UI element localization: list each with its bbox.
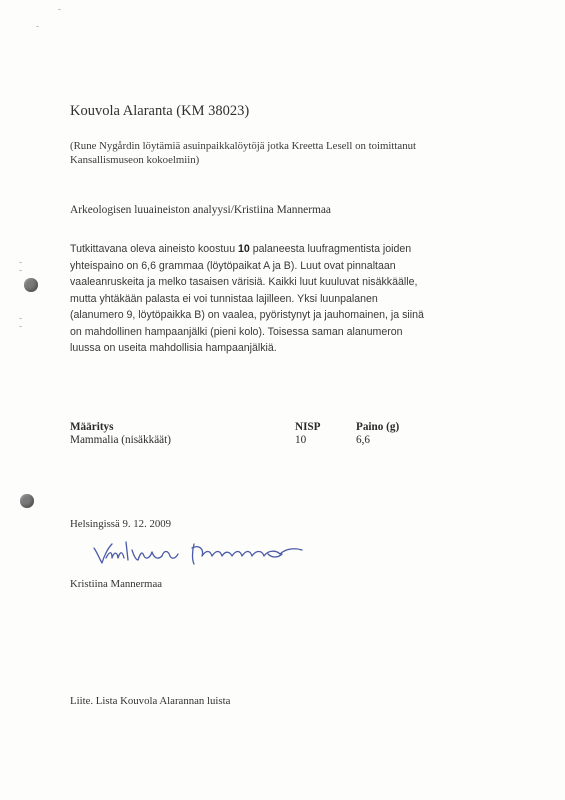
- scan-speck: [19, 270, 22, 271]
- cell-weight: 6,6: [356, 434, 370, 446]
- header-maaritys: Määritys: [70, 421, 114, 433]
- table-header-row: [70, 421, 430, 434]
- analysis-heading: Arkeologisen luuaineiston analyysi/Kristiina Mannermaa: [70, 204, 331, 216]
- scan-speck: [36, 26, 39, 27]
- body-paragraph: [70, 241, 430, 357]
- table-row: [70, 434, 430, 447]
- signature-name: Kristiina Mannermaa: [70, 578, 163, 590]
- document-subtitle: (Rune Nygårdin löytämiä asuinpaikkalöytöjä jotka Kreetta Lesell on toimittanut Kansallismuseon kokoelmiin): [70, 140, 417, 166]
- signature-scribble: [92, 536, 312, 572]
- results-table: [70, 421, 430, 447]
- scan-speck: [19, 262, 22, 263]
- header-paino: Paino (g): [356, 421, 400, 433]
- body-count: 10: [238, 243, 250, 255]
- cell-nisp: 10: [295, 434, 307, 446]
- document-title: Kouvola Alaranta (KM 38023): [70, 103, 250, 119]
- scan-speck: [58, 9, 61, 10]
- appendix-note: Liite. Lista Kouvola Alarannan luista: [70, 695, 231, 707]
- scan-speck: [19, 318, 22, 319]
- punch-hole-top: [24, 278, 38, 292]
- body-rest: palaneesta luufragmentista joiden yhteispaino on 6,6 grammaa (löytöpaikat A ja B). Luut ovat pinnaltaan vaaleanruskeita ja melko tasaisen värisiä. Kaikki luut kuuluvat nisäkkäälle, mutta yhtäkään palasta ei voi tunnistaa lajilleen. Yksi luunpalanen (alanumero 9, löytöpaikka B) on vaalea, pyöristynyt ja jauhomainen, ja siinä on mahdollinen hampaanjälki (pieni kolo). Toisessa saman alanumeron luussa on useita mahdollisia hampaanjälkiä.: [70, 243, 424, 354]
- body-intro: Tutkittavana oleva aineisto koostuu: [70, 243, 239, 255]
- header-nisp: NISP: [295, 421, 321, 433]
- date-line: Helsingissä 9. 12. 2009: [70, 518, 172, 530]
- scan-speck: [19, 326, 22, 327]
- punch-hole-bottom: [20, 494, 34, 508]
- cell-taxon: Mammalia (nisäkkäät): [70, 434, 171, 446]
- handwritten-signature: [92, 536, 312, 577]
